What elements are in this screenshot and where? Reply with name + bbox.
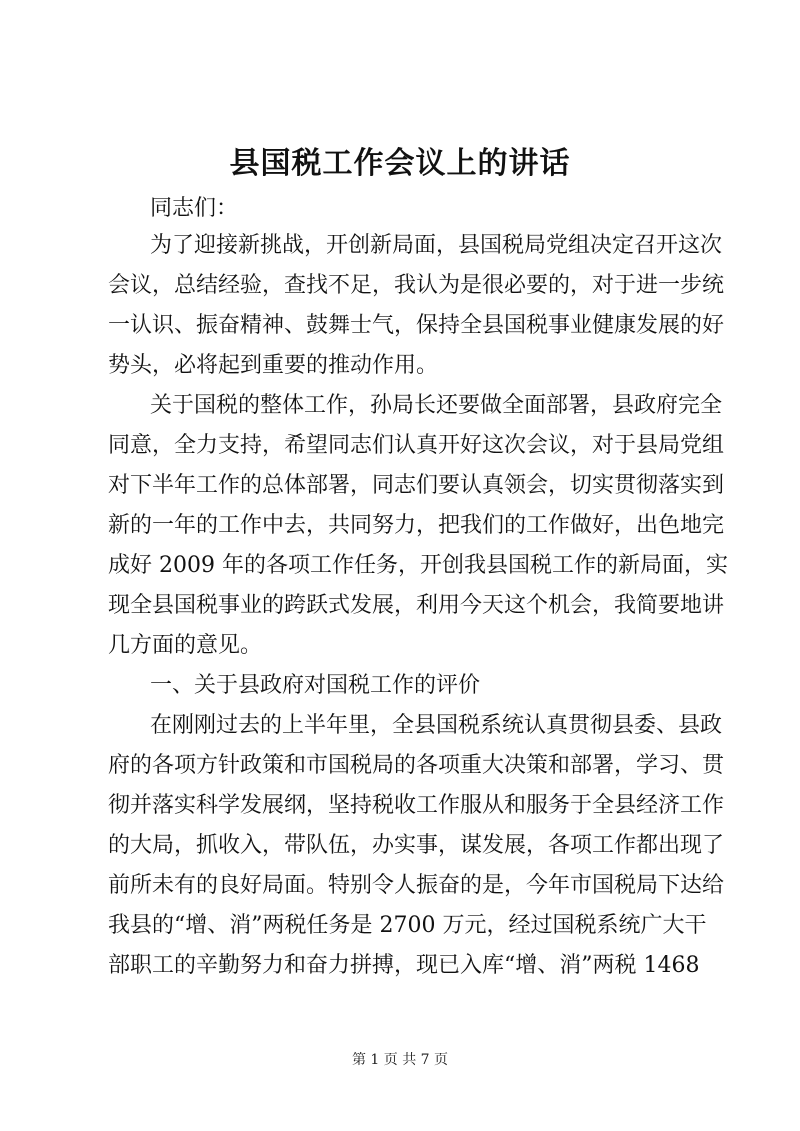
paragraph-line: 前所未有的良好局面。特别令人振奋的是，今年市国税局下达给 (108, 873, 725, 898)
salutation-line: 同志们： (150, 196, 239, 221)
paragraph-line: 一认识、振奋精神、鼓舞士气，保持全县国税事业健康发展的好 (108, 313, 725, 338)
paragraph-line: 为了迎接新挑战，开创新局面，县国税局党组决定召开这次 (150, 233, 723, 258)
document-title: 县国税工作会议上的讲话 (229, 146, 571, 181)
paragraph-line: 现全县国税事业的跨跃式发展，利用今天这个机会，我简要地讲 (108, 593, 725, 618)
paragraph-line: 对下半年工作的总体部署，同志们要认真领会，切实贯彻落实到 (108, 473, 725, 498)
paragraph-line: 关于国税的整体工作，孙局长还要做全面部署，县政府完全 (150, 393, 723, 418)
paragraph-line: 新的一年的工作中去，共同努力，把我们的工作做好，出色地完 (108, 513, 725, 538)
paragraph-line: 几方面的意见。 (108, 633, 263, 658)
paragraph-line: 势头，必将起到重要的推动作用。 (108, 353, 439, 378)
paragraph-line: 我县的“增、消”两税任务是 2700 万元，经过国税系统广大干 (108, 913, 707, 938)
paragraph-line: 同意，全力支持，希望同志们认真开好这次会议，对于县局党组 (108, 433, 725, 458)
section-heading: 一、关于县政府对国税工作的评价 (150, 673, 481, 698)
paragraph-line: 彻并落实科学发展纲，坚持税收工作服从和服务于全县经济工作 (108, 793, 725, 818)
paragraph-line: 府的各项方针政策和市国税局的各项重大决策和部署，学习、贯 (108, 753, 725, 778)
paragraph-line: 会议，总结经验，查找不足，我认为是很必要的，对于进一步统 (108, 273, 725, 298)
page-number-footer: 第 1 页 共 7 页 (351, 1052, 449, 1068)
paragraph-line: 在刚刚过去的上半年里，全县国税系统认真贯彻县委、县政 (150, 713, 723, 738)
paragraph-line: 的大局，抓收入，带队伍，办实事，谋发展，各项工作都出现了 (108, 833, 725, 858)
paragraph-line: 成好 2009 年的各项工作任务，开创我县国税工作的新局面，实 (108, 553, 728, 578)
paragraph-line: 部职工的辛勤努力和奋力拼搏，现已入库“增、消”两税 1468 (108, 953, 700, 978)
